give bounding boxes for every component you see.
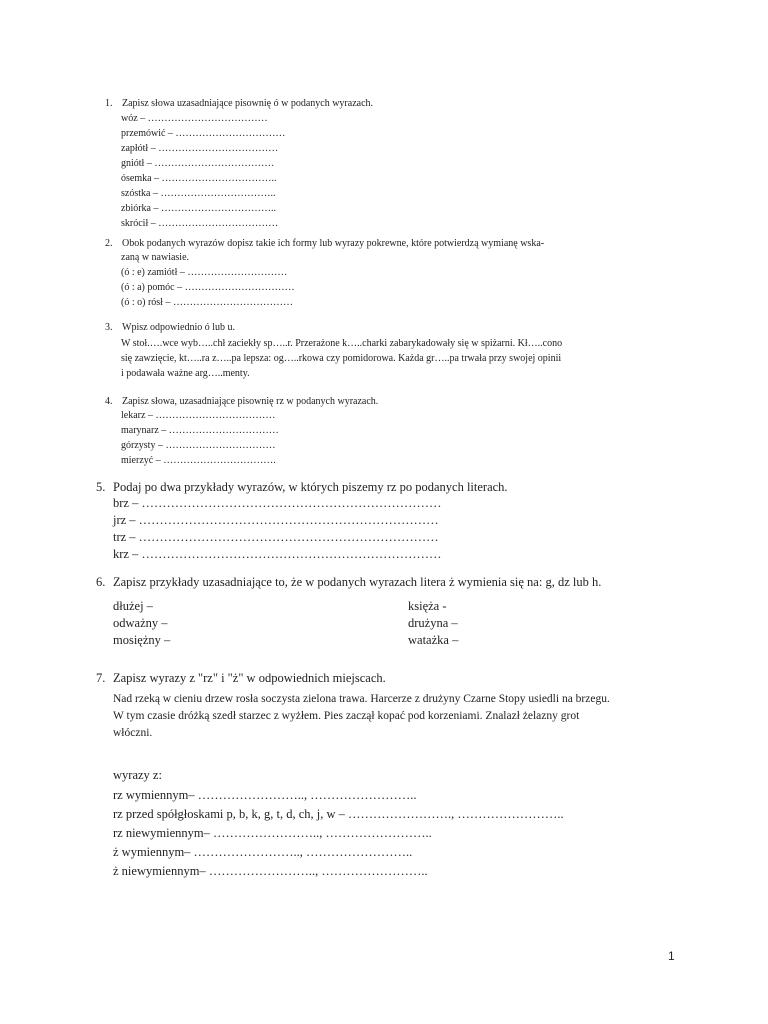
exercise-2-title-cont: zaną w nawiasie. xyxy=(121,252,190,263)
list-item: wóz – ……………………………… xyxy=(121,113,268,124)
list-item: ż niewymiennym– …………………….., …………………….. xyxy=(113,864,428,878)
list-item: rz wymiennym– …………………….., …………………….. xyxy=(113,788,417,802)
text-line: Nad rzeką w cieniu drzew rosła soczysta zielona trawa. Harcerze z drużyny Czarne Stopy usiedli na brzegu. xyxy=(113,693,610,705)
list-item: górzysty – …………………………… xyxy=(121,440,276,451)
list-item: marynarz – …………………………… xyxy=(121,425,279,436)
text-line: włóczni. xyxy=(113,727,153,739)
list-item: mierzyć – ……………………………. xyxy=(121,455,276,466)
list-item: skrócił – ……………………………… xyxy=(121,218,279,229)
list-item: przemówić – …………………………… xyxy=(121,128,286,139)
list-item: ósemka – …………………………….. xyxy=(121,173,277,184)
list-item: odważny – xyxy=(113,616,168,630)
text-line: się zawzięcie, kt…..ra z…..pa lepsza: og…..rkowa czy pomidorowa. Każda gr…..pa trwała przy swojej opinii xyxy=(121,353,562,364)
exercise-5-title: 5. Podaj po dwa przykłady wyrazów, w których piszemy rz po podanych literach. xyxy=(96,480,508,494)
words-label: wyrazy z: xyxy=(113,768,162,782)
exercise-1-title: 1. Zapisz słowa uzasadniające pisownię ó w podanych wyrazach. xyxy=(105,98,374,109)
list-item: brz – ……………………………………………………………… xyxy=(113,496,442,510)
exercise-6-title: 6. Zapisz przykłady uzasadniające to, że w podanych wyrazach litera ż wymienia się na: g, dz lub h. xyxy=(96,575,602,589)
list-item: rz przed spółgłoskami p, b, k, g, t, d, ch, j, w – ……………………., …………………….. xyxy=(113,807,564,821)
list-item: zapłótł – ……………………………… xyxy=(121,143,279,154)
exercise-4-title: 4. Zapisz słowa, uzasadniające pisownię rz w podanych wyrazach. xyxy=(105,396,379,407)
exercise-7-title: 7. Zapisz wyrazy z "rz" i "ż" w odpowiednich miejscach. xyxy=(96,671,386,685)
list-item: krz – ……………………………………………………………… xyxy=(113,547,442,561)
list-item: gniótł – ……………………………… xyxy=(121,158,275,169)
list-item: lekarz – ……………………………… xyxy=(121,410,276,421)
list-item: (ó : e) zamiótł – ………………………… xyxy=(121,267,288,278)
list-item: rz niewymiennym– …………………….., …………………….. xyxy=(113,826,432,840)
text-line: W stoł.….wce wyb…..chł zaciekły sp…..r. Przerażone k…..charki zabarykadowały się w spiżarni. Kł…..cono xyxy=(121,338,563,349)
list-item: mosiężny – xyxy=(113,633,171,647)
list-item: (ó : a) pomóc – …………………………… xyxy=(121,282,295,293)
list-item: zbiórka – …………………………….. xyxy=(121,203,276,214)
list-item: watażka – xyxy=(408,633,459,647)
list-item: księża - xyxy=(408,599,447,613)
list-item: jrz – ……………………………………………………………… xyxy=(113,513,439,527)
page-number: 1 xyxy=(668,949,675,963)
text-line: W tym czasie dróżką szedł starzec z wyżłem. Pies zaczął kopać pod korzeniami. Znalazł żelazny grot xyxy=(113,710,580,722)
list-item: (ó : o) rósł – ……………………………… xyxy=(121,297,293,308)
text-line: i podawała ważne arg…..menty. xyxy=(121,368,250,379)
exercise-3-title: 3. Wpisz odpowiednio ó lub u. xyxy=(105,322,236,333)
list-item: drużyna – xyxy=(408,616,458,630)
list-item: dłużej – xyxy=(113,599,153,613)
list-item: ż wymiennym– …………………….., …………………….. xyxy=(113,845,413,859)
list-item: trz – ……………………………………………………………… xyxy=(113,530,439,544)
exercise-2-title: 2. Obok podanych wyrazów dopisz takie ich formy lub wyrazy pokrewne, które potwierdzą wymianę wska- xyxy=(105,238,545,249)
list-item: szóstka – …………………………….. xyxy=(121,188,276,199)
